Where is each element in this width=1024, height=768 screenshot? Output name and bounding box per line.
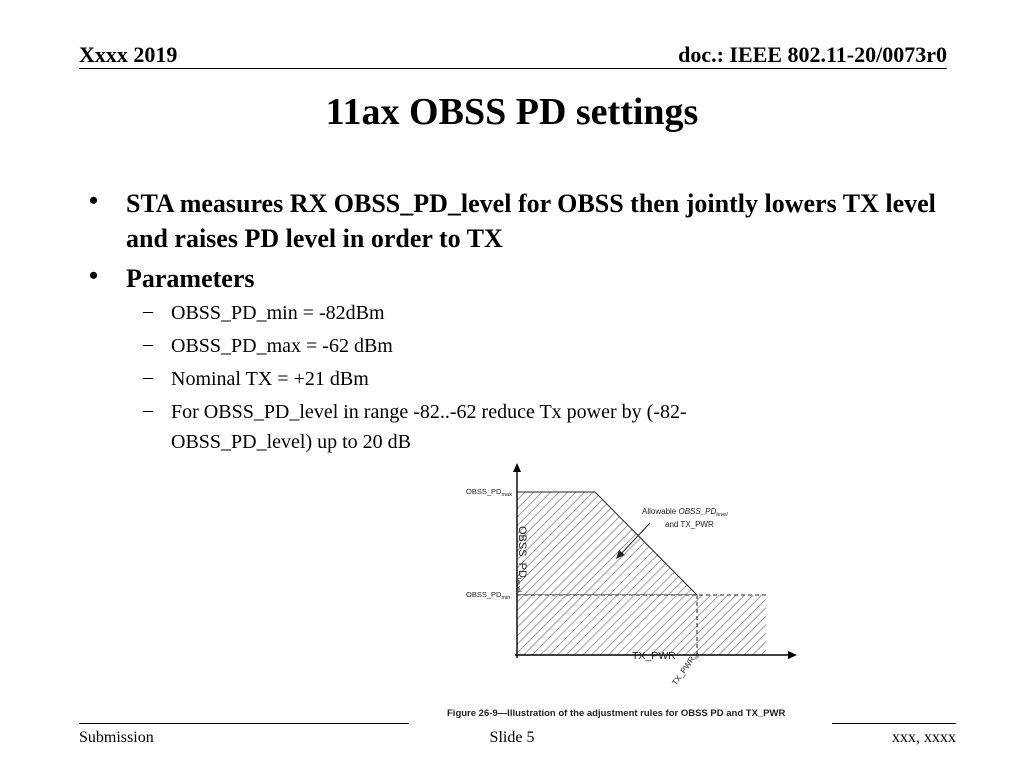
footer-slide-number: Slide 5 (489, 729, 535, 746)
x-tick-tx-pwr-ref: $TX\_PWR_{ref}$ (670, 652, 703, 688)
bullet-text-parameters: Parameters (126, 264, 255, 293)
header-divider (79, 68, 947, 69)
slide-title: 11ax OBSS PD settings (325, 91, 699, 133)
figure-caption: Figure 26-9—Illustration of the adjustment rules for OBSS PD and TX_PWR (447, 708, 786, 719)
sub-bullet-reduce-tx-power (171, 397, 687, 457)
obss-pd-adjustment-figure (440, 458, 820, 720)
bullet-text-sta-measures: STA measures RX OBSS_PD_level for OBSS then jointly lowers TX level and raises PD level in order to TX (126, 189, 936, 253)
sub-bullet-marker: – (143, 333, 153, 355)
footer-divider-left (79, 723, 409, 724)
footer-author: xxx, xxxx (892, 729, 956, 746)
y-tick-obss-pd-max: $OBSS\_PD_{max}$ (466, 487, 512, 498)
bullet-marker: • (89, 261, 99, 290)
x-axis-label: TX_PWR (632, 650, 676, 662)
annotation-line2: and TX_PWR (665, 520, 714, 529)
sub-bullet-line: For OBSS_PD_level in range -82..-62 reduce Tx power by (-82- (171, 401, 687, 423)
allowable-region-lower (517, 595, 766, 655)
annotation-allowable: Allowable $OBSS\_PD_{level}$ (642, 507, 728, 518)
sub-bullet-obss-pd-min: OBSS_PD_min = -82dBm (171, 302, 385, 324)
footer-submission: Submission (79, 729, 154, 746)
header-doc-id: doc.: IEEE 802.11-20/0073r0 (678, 42, 947, 67)
sub-bullet-nominal-tx: Nominal TX = +21 dBm (171, 368, 369, 390)
sub-bullet-marker: – (143, 399, 153, 421)
sub-bullet-marker: – (143, 300, 153, 322)
footer-divider-right (832, 723, 956, 724)
y-axis-label: $OBSS\_PD_{level}$ (514, 526, 528, 593)
sub-bullet-obss-pd-max: OBSS_PD_max = -62 dBm (171, 335, 393, 357)
sub-bullet-marker: – (143, 366, 153, 388)
bullet-marker: • (89, 186, 99, 215)
header-date: Xxxx 2019 (79, 42, 178, 67)
y-tick-obss-pd-min: $OBSS\_PD_{min}$ (466, 590, 511, 601)
sub-bullet-line: OBSS_PD_level) up to 20 dB (171, 431, 412, 453)
